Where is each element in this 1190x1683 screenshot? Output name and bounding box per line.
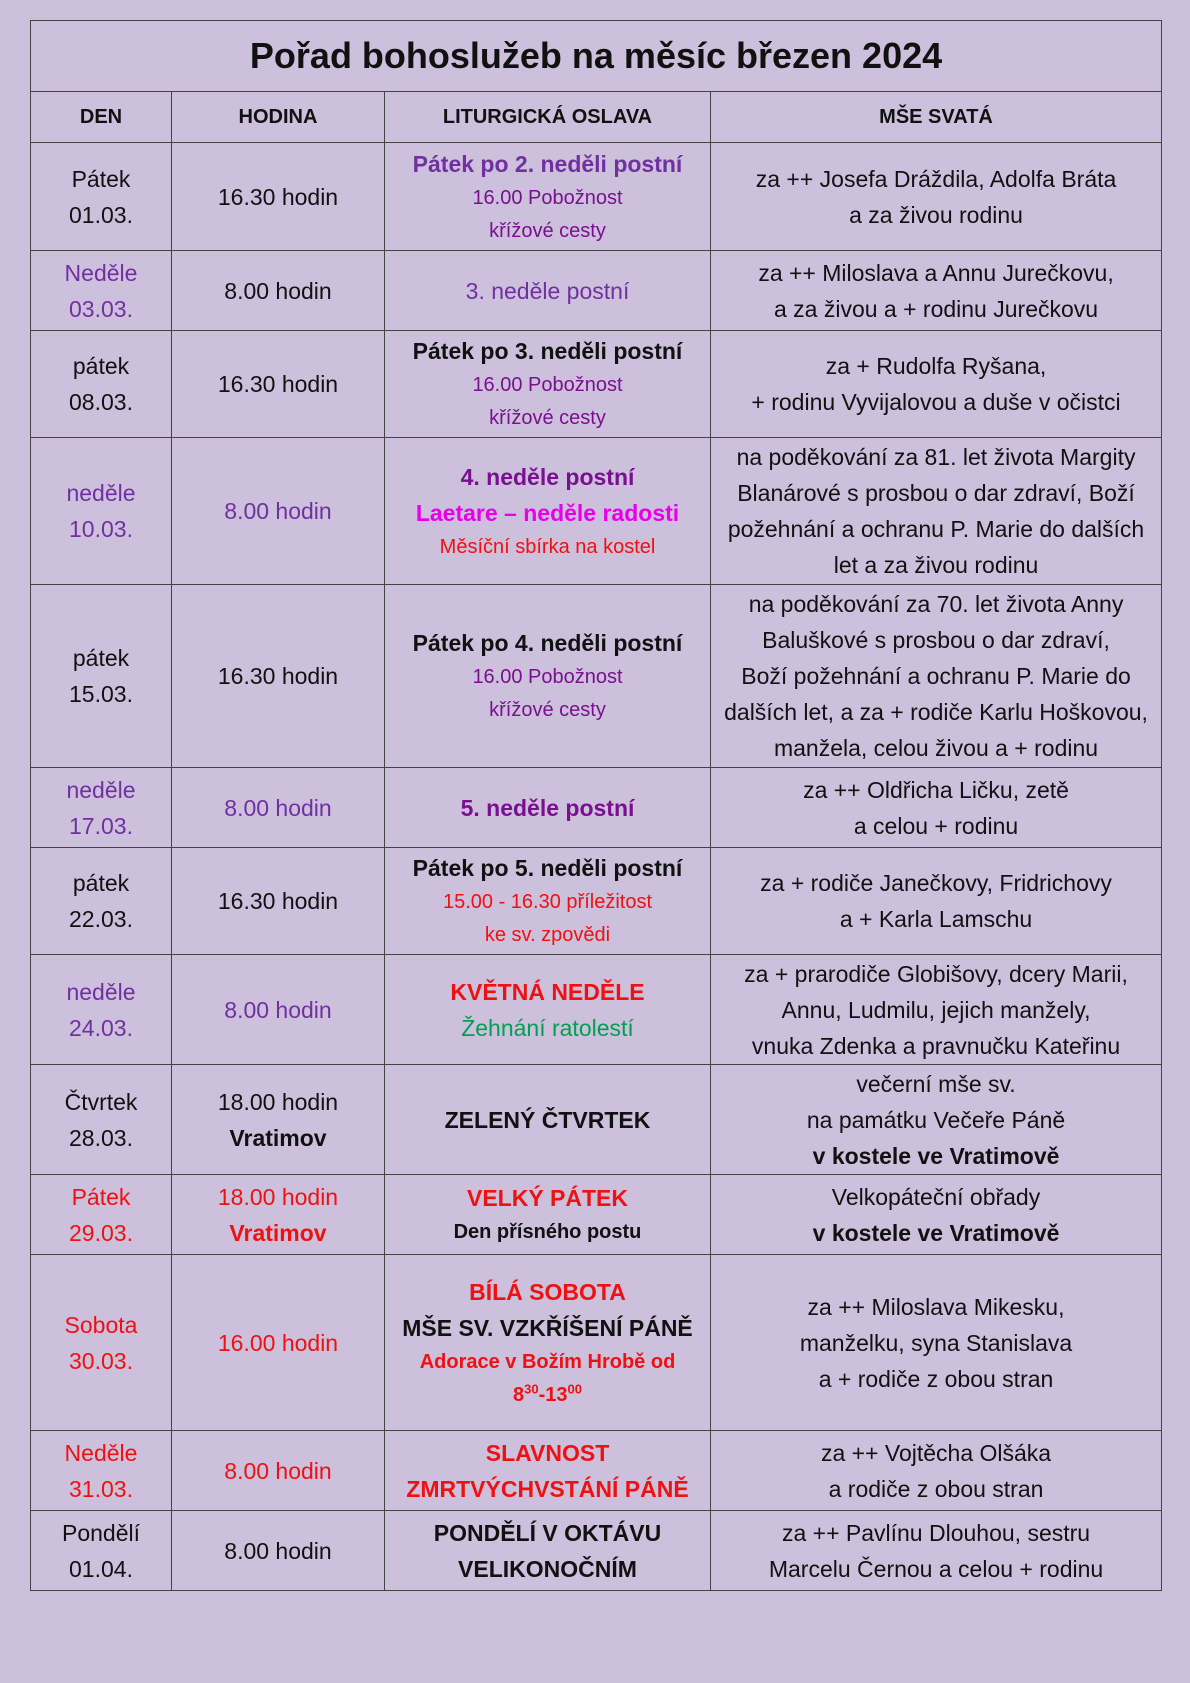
time-cell: 8.00 hodin xyxy=(172,1511,385,1591)
time-cell: 8.00 hodin xyxy=(172,251,385,331)
celebration-title: Pátek po 2. neděli postní xyxy=(412,150,683,177)
day-date: 24.03. xyxy=(69,1014,133,1041)
celebration-note: Žehnání ratolestí xyxy=(461,1014,634,1041)
celebration-title: 4. neděle postní xyxy=(460,463,635,490)
celebration-cell xyxy=(385,1175,711,1255)
table-row xyxy=(31,438,1162,585)
day-date: 22.03. xyxy=(69,906,133,932)
day-name: Pondělí xyxy=(61,1519,140,1546)
header-liturgicka-oslava: LITURGICKÁ OSLAVA xyxy=(385,92,711,143)
intention-line: vnuka Zdenka a pravnučku Kateřinu xyxy=(751,1032,1121,1059)
day-cell xyxy=(31,1175,172,1255)
day-name: pátek xyxy=(72,870,130,896)
celebration-title: Pátek po 5. neděli postní xyxy=(412,855,683,881)
intention-line: let a za živou rodinu xyxy=(833,552,1039,578)
day-name: pátek xyxy=(72,645,130,671)
celebration-cell xyxy=(385,331,711,438)
celebration-cell xyxy=(385,1431,711,1511)
intention-line: na poděkování za 81. let života Margity xyxy=(736,444,1136,470)
adoration-time xyxy=(391,1379,704,1412)
celebration-subtitle: Laetare – neděle radosti xyxy=(415,499,680,526)
table-row xyxy=(31,1065,1162,1175)
celebration-note: křížové cesty xyxy=(489,219,606,242)
day-date: 01.03. xyxy=(69,201,133,228)
intention-line: za ++ Miloslava Mikesku, xyxy=(807,1293,1065,1320)
intention-line: za + prarodiče Globišovy, dcery Marii, xyxy=(744,960,1128,987)
header-row xyxy=(31,92,1162,143)
table-row xyxy=(31,251,1162,331)
celebration-cell xyxy=(385,955,711,1065)
celebration-note: Adorace v Božím Hrobě od xyxy=(419,1350,676,1373)
celebration-title: Pátek po 3. neděli postní xyxy=(412,338,683,364)
table-row xyxy=(31,331,1162,438)
intention-line: za ++ Pavlínu Dlouhou, sestru xyxy=(781,1519,1091,1546)
celebration-cell: ZELENÝ ČTVRTEK xyxy=(385,1065,711,1175)
intention-line: manželku, syna Stanislava xyxy=(799,1329,1073,1356)
celebration-note: ke sv. zpovědi xyxy=(484,924,611,946)
celebration-note: 16.00 Pobožnost xyxy=(472,374,623,396)
intention-cell xyxy=(711,1431,1162,1511)
day-name: pátek xyxy=(72,353,130,379)
table-row xyxy=(31,1255,1162,1431)
intention-line: v kostele ve Vratimově xyxy=(812,1142,1060,1169)
time-cell: 8.00 hodin xyxy=(172,955,385,1065)
time-cell: 16.00 hodin xyxy=(172,1255,385,1431)
intention-cell xyxy=(711,438,1162,585)
day-name: Pátek xyxy=(71,1183,131,1210)
day-cell xyxy=(31,1511,172,1591)
intention-cell xyxy=(711,143,1162,251)
table-row xyxy=(31,1175,1162,1255)
intention-line: Annu, Ludmilu, jejich manžely, xyxy=(781,996,1091,1023)
celebration-cell xyxy=(385,1511,711,1591)
time-cell xyxy=(172,1175,385,1255)
intention-line: Baluškové s prosbou o dar zdraví, xyxy=(762,627,1110,653)
time-cell: 16.30 hodin xyxy=(172,848,385,955)
day-name: Sobota xyxy=(64,1311,138,1338)
adoration-start-hour: 8 xyxy=(513,1383,525,1406)
celebration-note: Den přísného postu xyxy=(453,1221,642,1243)
table-row xyxy=(31,143,1162,251)
table-row xyxy=(31,1431,1162,1511)
celebration-cell xyxy=(385,143,711,251)
day-name: Neděle xyxy=(64,1439,138,1466)
day-name: Čtvrtek xyxy=(64,1088,138,1115)
intention-line: požehnání a ochranu P. Marie do dalších xyxy=(727,516,1145,542)
table-row xyxy=(31,1511,1162,1591)
celebration-title: SLAVNOST xyxy=(485,1439,610,1466)
time-cell: 16.30 hodin xyxy=(172,585,385,768)
intention-line: a za živou a + rodinu Jurečkovu xyxy=(773,295,1099,322)
intention-line: a + Karla Lamschu xyxy=(839,906,1033,932)
day-name: neděle xyxy=(66,776,136,803)
intention-cell xyxy=(711,1065,1162,1175)
day-cell xyxy=(31,438,172,585)
intention-line: a celou + rodinu xyxy=(853,812,1019,839)
intention-cell xyxy=(711,1511,1162,1591)
table-row xyxy=(31,768,1162,848)
intention-line: za ++ Miloslava a Annu Jurečkovu, xyxy=(758,259,1114,286)
adoration-start-minutes: 30 xyxy=(524,1380,539,1396)
adoration-end-minutes: 00 xyxy=(567,1380,582,1396)
intention-cell xyxy=(711,585,1162,768)
intention-line: za + Rudolfa Ryšana, xyxy=(825,353,1047,379)
intention-line: a za živou rodinu xyxy=(849,201,1023,228)
intention-line: v kostele ve Vratimově xyxy=(812,1219,1060,1246)
day-cell xyxy=(31,251,172,331)
time-place: Vratimov xyxy=(229,1219,327,1246)
day-date: 29.03. xyxy=(69,1219,133,1246)
day-cell xyxy=(31,1255,172,1431)
day-date: 31.03. xyxy=(69,1475,133,1502)
celebration-cell xyxy=(385,1255,711,1431)
time-cell: 16.30 hodin xyxy=(172,143,385,251)
intention-cell xyxy=(711,331,1162,438)
intention-line: Velkopáteční obřady xyxy=(831,1183,1041,1210)
day-cell xyxy=(31,331,172,438)
celebration-cell xyxy=(385,438,711,585)
day-date: 01.04. xyxy=(69,1555,133,1582)
celebration-title: PONDĚLÍ V OKTÁVU xyxy=(433,1519,662,1546)
day-cell xyxy=(31,955,172,1065)
intention-cell xyxy=(711,1255,1162,1431)
celebration-title: Pátek po 4. neděli postní xyxy=(412,630,683,656)
intention-line: večerní mše sv. xyxy=(856,1070,1016,1097)
celebration-title: BÍLÁ SOBOTA xyxy=(469,1278,626,1305)
celebration-note: 16.00 Pobožnost xyxy=(472,666,623,688)
day-name: neděle xyxy=(66,978,136,1005)
intention-cell xyxy=(711,1175,1162,1255)
day-cell xyxy=(31,585,172,768)
intention-cell xyxy=(711,955,1162,1065)
header-den: DEN xyxy=(31,92,172,143)
day-cell xyxy=(31,768,172,848)
day-cell xyxy=(31,143,172,251)
day-date: 10.03. xyxy=(69,516,133,542)
celebration-title: VELKÝ PÁTEK xyxy=(466,1185,629,1211)
celebration-note: křížové cesty xyxy=(489,699,606,721)
intention-line: na poděkování za 70. let života Anny xyxy=(748,591,1124,617)
intention-line: na památku Večeře Páně xyxy=(806,1106,1066,1133)
day-date: 15.03. xyxy=(69,681,133,707)
celebration-title: ZMRTVÝCHVSTÁNÍ PÁNĚ xyxy=(406,1475,689,1502)
intention-line: Boží požehnání a ochranu P. Marie do xyxy=(741,663,1131,689)
day-name: Pátek xyxy=(71,165,131,192)
intention-line: Blanárové s prosbou o dar zdraví, Boží xyxy=(737,480,1135,506)
intention-line: a + rodiče z obou stran xyxy=(818,1365,1054,1392)
celebration-note: křížové cesty xyxy=(489,407,606,429)
celebration-cell: 3. neděle postní xyxy=(385,251,711,331)
time-cell: 8.00 hodin xyxy=(172,768,385,848)
header-hodina: HODINA xyxy=(172,92,385,143)
day-name: Neděle xyxy=(64,259,138,286)
time-place: Vratimov xyxy=(229,1124,327,1151)
intention-line: manžela, celou živou a + rodinu xyxy=(773,735,1099,761)
celebration-note: 15.00 - 16.30 příležitost xyxy=(442,891,652,913)
intention-line: za + rodiče Janečkovy, Fridrichovy xyxy=(760,870,1112,896)
table-row xyxy=(31,955,1162,1065)
day-date: 30.03. xyxy=(69,1347,133,1374)
table-row xyxy=(31,585,1162,768)
intention-line: za ++ Oldřicha Ličku, zetě xyxy=(803,776,1069,803)
header-mse-svata: MŠE SVATÁ xyxy=(711,92,1162,143)
schedule-table xyxy=(30,20,1162,1591)
intention-line: a rodiče z obou stran xyxy=(828,1475,1044,1502)
celebration-cell xyxy=(385,848,711,955)
intention-line: + rodinu Vyvijalovou a duše v očistci xyxy=(751,389,1121,415)
celebration-note: Měsíční sbírka na kostel xyxy=(439,535,656,558)
time-cell: 8.00 hodin xyxy=(172,1431,385,1511)
celebration-cell: 5. neděle postní xyxy=(385,768,711,848)
intention-line: za ++ Josefa Dráždila, Adolfa Bráta xyxy=(755,165,1117,192)
time-value: 18.00 hodin xyxy=(217,1183,339,1210)
celebration-note: 16.00 Pobožnost xyxy=(472,186,623,209)
time-value: 18.00 hodin xyxy=(217,1088,339,1115)
intention-line: dalších let, a za + rodiče Karlu Hoškovou, xyxy=(724,699,1148,725)
intention-cell xyxy=(711,768,1162,848)
celebration-title: VELIKONOČNÍM xyxy=(458,1555,637,1582)
intention-cell xyxy=(711,848,1162,955)
intention-line: za ++ Vojtěcha Olšáka xyxy=(820,1439,1052,1466)
time-cell xyxy=(172,1065,385,1175)
celebration-subtitle: MŠE SV. VZKŘÍŠENÍ PÁNĚ xyxy=(402,1314,693,1341)
day-date: 17.03. xyxy=(69,812,133,839)
adoration-end-hour: -13 xyxy=(538,1383,568,1406)
page-title: Pořad bohoslužeb na měsíc březen 2024 xyxy=(31,21,1162,92)
day-date: 28.03. xyxy=(69,1124,133,1151)
table-row xyxy=(31,848,1162,955)
time-cell: 16.30 hodin xyxy=(172,331,385,438)
day-name: neděle xyxy=(66,480,136,506)
day-cell xyxy=(31,848,172,955)
celebration-title: KVĚTNÁ NEDĚLE xyxy=(450,978,645,1005)
intention-line: Marcelu Černou a celou + rodinu xyxy=(768,1555,1104,1582)
intention-cell xyxy=(711,251,1162,331)
celebration-cell xyxy=(385,585,711,768)
day-date: 08.03. xyxy=(69,389,133,415)
time-cell: 8.00 hodin xyxy=(172,438,385,585)
day-cell xyxy=(31,1431,172,1511)
day-date: 03.03. xyxy=(69,295,133,322)
day-cell xyxy=(31,1065,172,1175)
